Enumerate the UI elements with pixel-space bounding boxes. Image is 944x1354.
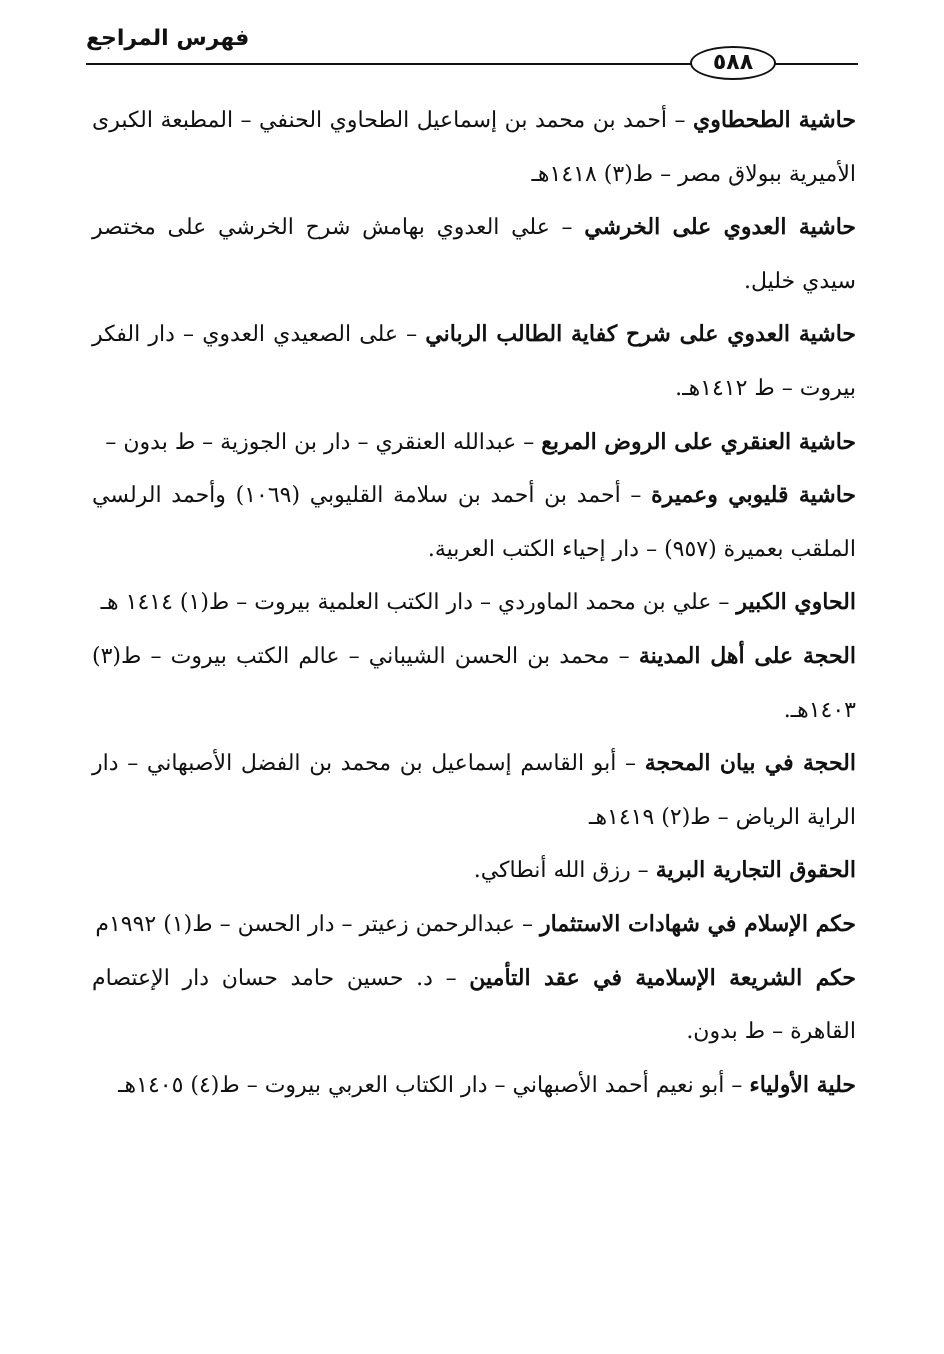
references-list bbox=[92, 94, 856, 1112]
reference-details: – أحمد بن أحمد بن سلامة القليوبي (١٠٦٩) وأحمد الرلسي الملقب بعميرة (٩٥٧) – دار إحياء الكتب العربية. bbox=[92, 483, 856, 562]
page-header bbox=[86, 18, 858, 82]
reference-title: الحجة في بيان المحجة bbox=[644, 750, 856, 777]
reference-details: – د. حسين حامد حسان دار الإعتصام القاهرة – ط بدون. bbox=[92, 965, 856, 1045]
reference-details: – أبو القاسم إسماعيل بن محمد بن الفضل الأصبهاني – دار الراية الرياض – ط(٢) ١٤١٩هـ bbox=[92, 751, 856, 830]
reference-details: – عبدالله العنقري – دار بن الجوزية – ط بدون – bbox=[105, 429, 542, 455]
reference-entry bbox=[92, 898, 856, 952]
reference-entry bbox=[92, 469, 856, 576]
reference-title: حاشية العنقري على الروض المربع bbox=[541, 428, 856, 455]
reference-entry bbox=[92, 576, 856, 630]
reference-entry bbox=[92, 844, 856, 898]
reference-title: حاشية قليوبي وعميرة bbox=[651, 482, 856, 509]
reference-title: حلية الأولياء bbox=[749, 1071, 856, 1098]
reference-title: حاشية الطحطاوي bbox=[693, 107, 856, 133]
page-number-oval: ٥٨٨ bbox=[690, 46, 776, 80]
reference-entry bbox=[92, 201, 856, 308]
reference-details: – أحمد بن محمد بن إسماعيل الطحاوي الحنفي – المطبعة الكبرى الأميرية ببولاق مصر – ط(٣) ١٤١٨هـ bbox=[92, 108, 856, 187]
reference-title: حاشية العدوي على شرح كفاية الطالب الرباني bbox=[425, 321, 856, 348]
reference-title: حكم الشريعة الإسلامية في عقد التأمين bbox=[469, 964, 856, 991]
reference-details: – على الصعيدي العدوي – دار الفكر بيروت – ط ١٤١٢هـ. bbox=[92, 322, 856, 401]
reference-title: حاشية العدوي على الخرشي bbox=[584, 214, 857, 241]
reference-details: – علي العدوي بهامش شرح الخرشي على مختصر سيدي خليل. bbox=[92, 215, 856, 294]
reference-title: الحجة على أهل المدينة bbox=[638, 642, 856, 669]
reference-entry bbox=[92, 416, 856, 470]
reference-entry bbox=[92, 308, 856, 415]
reference-entry bbox=[92, 94, 856, 201]
reference-details: – رزق الله أنطاكي. bbox=[473, 858, 656, 884]
reference-details: – علي بن محمد الماوردي – دار الكتب العلمية بيروت – ط(١) ١٤١٤ هـ bbox=[100, 590, 737, 616]
reference-entry bbox=[92, 1059, 856, 1113]
reference-title: حكم الإسلام في شهادات الاستثمار bbox=[539, 910, 856, 937]
reference-entry bbox=[92, 737, 856, 844]
reference-entry bbox=[92, 630, 856, 737]
reference-title: الحقوق التجارية البرية bbox=[655, 857, 856, 884]
reference-details: – عبدالرحمن زعيتر – دار الحسن – ط(١) ١٩٩٢م bbox=[95, 911, 540, 937]
reference-entry bbox=[92, 952, 856, 1059]
reference-details: – أبو نعيم أحمد الأصبهاني – دار الكتاب العربي بيروت – ط(٤) ١٤٠٥هـ bbox=[118, 1072, 750, 1098]
running-header-title: فهرس المراجع bbox=[86, 26, 250, 51]
reference-title: الحاوي الكبير bbox=[736, 589, 856, 616]
reference-details: – محمد بن الحسن الشيباني – عالم الكتب بيروت – ط(٣) ١٤٠٣هـ. bbox=[92, 643, 856, 723]
